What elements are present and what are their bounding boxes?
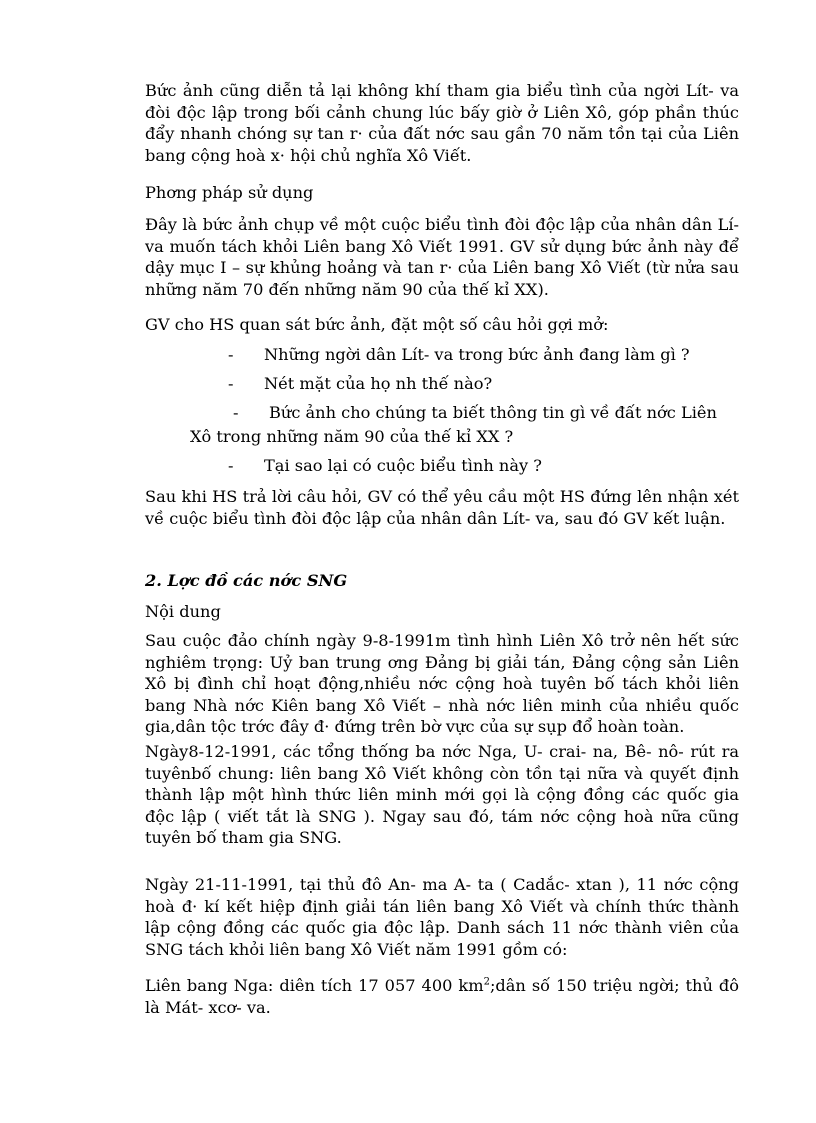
conclusion-paragraph: Sau khi HS trả lời câu hỏi, GV có thể yêu cầu một HS đứng lên nhận xét về cuộc biểu tình đòi độc lập của nhân dân Lít- va, sau đó GV kết luận. (145, 487, 739, 528)
question-text: Bức ảnh cho chúng ta biết thông tin gì về đất nớc Liên (269, 403, 717, 422)
question-text: Nét mặt của họ nh thế nào? (264, 374, 493, 393)
paragraph-dec8: Ngày8-12-1991, các tổng thống ba nớc Nga, U- crai- na, Bê- nô- rút ra tuyênbố chung: liên bang Xô Viết không còn tồn tại nữa và quyết định thành lập một hình thức liên minh mới gọi là cộng đồng các quốc gia độc lập ( viết tắt là SNG ). Ngay sau đó, tám nớc cộng hoà nữa cũng tuyên bố tham gia SNG. (145, 742, 739, 847)
question-text: Những ngời dân Lít- va trong bức ảnh đang làm gì ? (264, 345, 690, 364)
question-item (235, 402, 745, 424)
question-text: Tại sao lại có cuộc biểu tình này ? (264, 456, 542, 475)
russia-paragraph (145, 975, 739, 1018)
question-item (230, 455, 740, 477)
method-paragraph: Đây là bức ảnh chụp về một cuộc biểu tình đòi độc lập của nhân dân Lí-va muốn tách khỏi Liên bang Xô Viết 1991. GV sử dụng bức ảnh này để dậy mục I – sự khủng hoảng và tan r· của Liên bang Xô Viết (từ nửa sau những năm 70 đến những năm 90 của thế kỉ XX). (145, 215, 739, 299)
russia-text-a: Liên bang Nga: diên tích 17 057 400 km (145, 976, 484, 995)
method-heading: Phơng pháp sử dụng (145, 183, 314, 202)
dash-marker: - (233, 403, 239, 422)
dash-marker: - (228, 456, 234, 475)
paragraph-dec21: Ngày 21-11-1991, tại thủ đô An- ma A- ta ( Cadắc- xtan ), 11 nớc cộng hoà đ· kí kết hiệp định giải tán liên bang Xô Viết và chính thức thành lập cộng đồng các quốc gia độc lập. Danh sách 11 nớc thành viên của SNG tách khỏi liên bang Xô Viết năm 1991 gồm có: (145, 875, 739, 959)
question-item (230, 344, 740, 366)
intro-paragraph: Bức ảnh cũng diễn tả lại không khí tham gia biểu tình của ngời Lít- va đòi độc lập trong bối cảnh chung lúc bấy giờ ở Liên Xô, góp phần thúc đẩy nhanh chóng sự tan r· của đất nớc sau gần 70 năm tồn tại của Liên bang cộng hoà x· hội chủ nghĩa Xô Viết. (145, 81, 739, 165)
question-item (230, 373, 740, 395)
questions-intro: GV cho HS quan sát bức ảnh, đặt một số câu hỏi gợi mở: (145, 315, 609, 334)
section-2-heading: 2. Lợc đồ các nớc SNG (145, 571, 348, 590)
question-item-continuation (190, 426, 700, 448)
content-paragraph: Sau cuộc đảo chính ngày 9-8-1991m tình hình Liên Xô trở nên hết sức nghiêm trọng: Uỷ ban trung ơng Đảng bị giải tán, Đảng cộng sản Liên Xô bị đình chỉ hoạt động,nhiều nớc cộng hoà tuyên bố tách khỏi liên bang Nhà nớc Kiên bang Xô Viết – nhà nớc liên minh của nhiều quốc gia,dân tộc trớc đây đ· đứng trên bờ vực của sự sụp đổ hoàn toàn. (145, 631, 739, 736)
dash-marker: - (228, 345, 234, 364)
dash-marker: - (228, 374, 234, 393)
question-text-cont: Xô trong những năm 90 của thế kỉ XX ? (190, 427, 514, 446)
content-heading: Nội dung (145, 602, 221, 621)
russia-text-b: ;dân số 150 triệu ngời; thủ đô là Mát- xcơ- va. (145, 976, 739, 1017)
russia-superscript: 2 (483, 976, 490, 988)
